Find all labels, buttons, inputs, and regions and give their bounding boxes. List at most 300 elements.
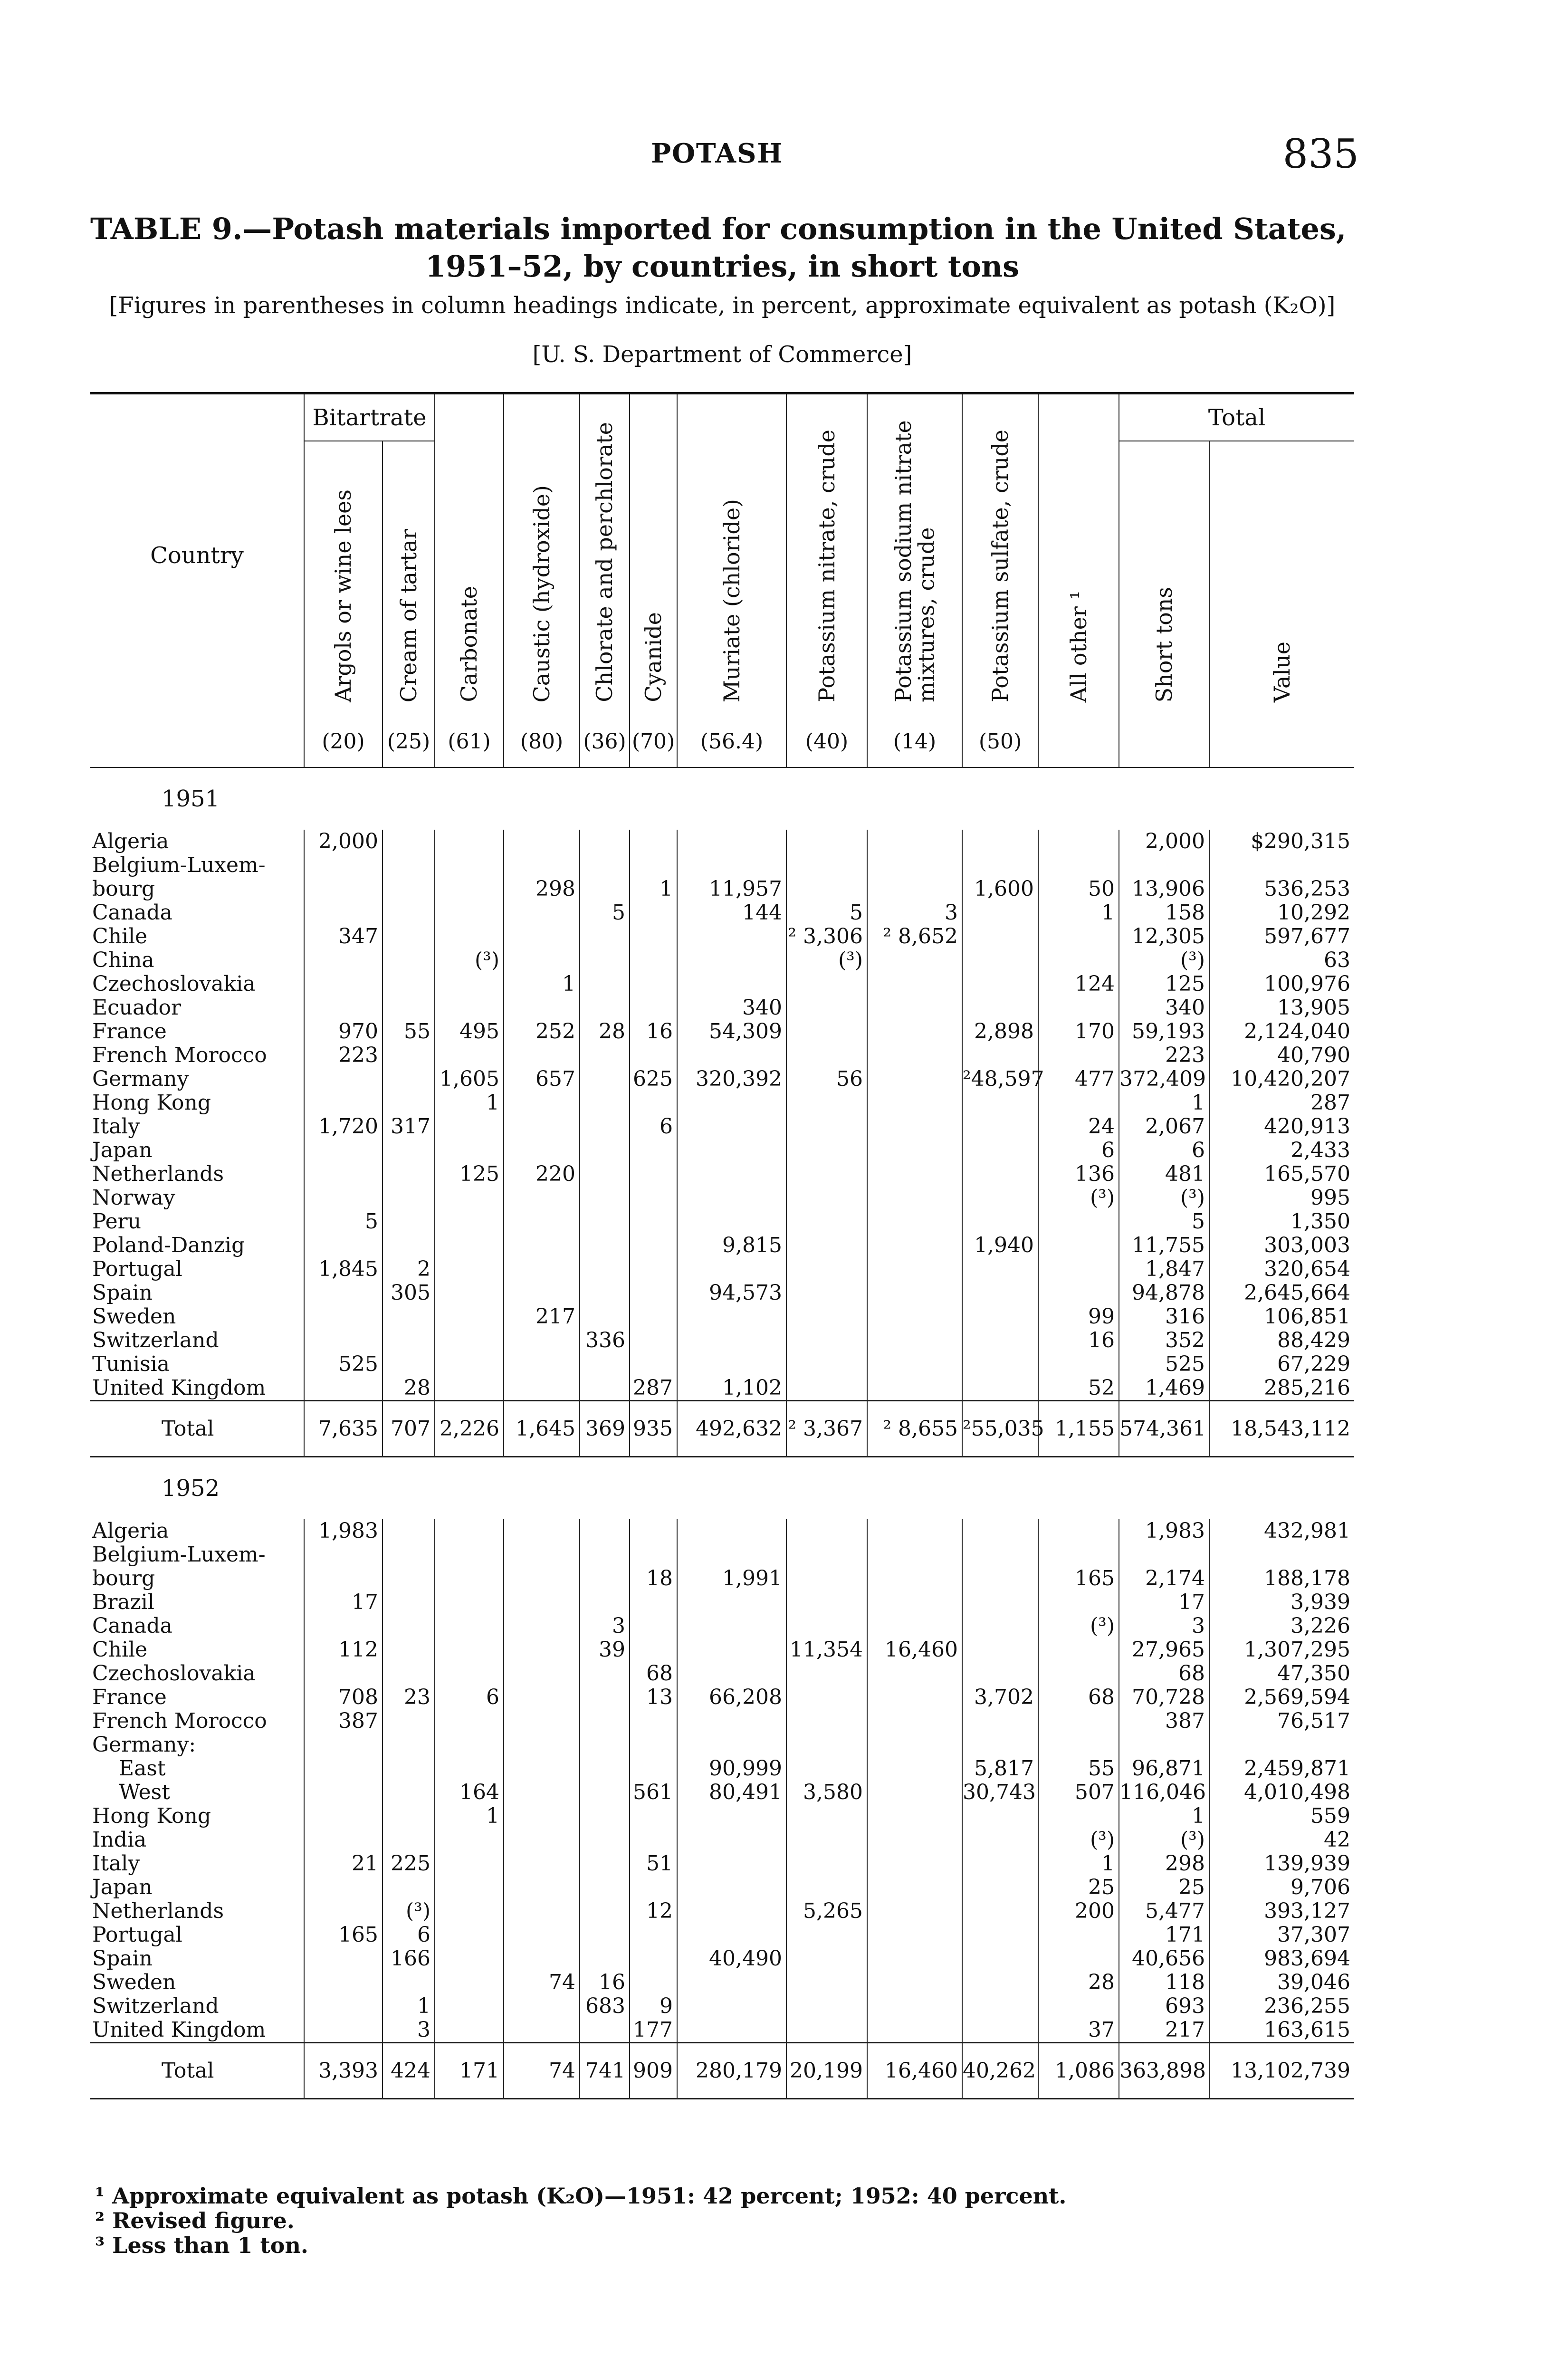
value-cell xyxy=(786,1994,867,2018)
value-cell xyxy=(382,1139,435,1162)
percent-cream-of-tartar: (25) xyxy=(382,716,435,767)
value-cell: 1 xyxy=(1038,1852,1119,1876)
value-cell: 1,350 xyxy=(1209,1210,1354,1234)
value-cell xyxy=(304,1662,382,1686)
total-label: Total xyxy=(90,2043,304,2099)
value-cell xyxy=(304,1067,382,1091)
value-cell xyxy=(580,972,630,996)
value-cell xyxy=(304,1281,382,1305)
value-cell xyxy=(435,1567,504,1590)
value-cell xyxy=(304,853,382,877)
value-cell: 3,226 xyxy=(1209,1614,1354,1638)
value-cell: 1 xyxy=(504,972,580,996)
value-cell: 40,656 xyxy=(1119,1947,1209,1971)
value-cell xyxy=(962,972,1038,996)
value-cell xyxy=(786,1828,867,1852)
value-cell xyxy=(304,972,382,996)
value-cell xyxy=(580,1234,630,1257)
value-cell: 6 xyxy=(382,1923,435,1947)
value-cell xyxy=(677,1733,786,1757)
value-cell xyxy=(630,1876,677,1899)
value-cell xyxy=(867,1543,962,1567)
country-cell: East xyxy=(119,1756,166,1781)
country-cell: Brazil xyxy=(92,1590,154,1614)
value-cell xyxy=(504,925,580,948)
value-cell xyxy=(630,1186,677,1210)
value-cell: 2,067 xyxy=(1119,1115,1209,1139)
value-cell xyxy=(630,830,677,853)
table-row xyxy=(90,1614,1354,1638)
value-cell xyxy=(1038,853,1119,877)
value-cell xyxy=(580,1852,630,1876)
value-cell xyxy=(677,1329,786,1352)
total-cell: 909 xyxy=(630,2043,677,2099)
value-cell: 188,178 xyxy=(1209,1567,1354,1590)
value-cell xyxy=(630,1590,677,1614)
country-cell: Spain xyxy=(92,1281,153,1305)
value-cell xyxy=(1038,1947,1119,1971)
value-cell: 70,728 xyxy=(1119,1686,1209,1709)
value-cell xyxy=(962,1876,1038,1899)
value-cell: 525 xyxy=(1119,1352,1209,1376)
value-cell: 12 xyxy=(630,1899,677,1923)
value-cell: 116,046 xyxy=(1119,1781,1209,1804)
value-cell: 217 xyxy=(504,1305,580,1329)
value-cell xyxy=(1038,1994,1119,2018)
country-cell: United Kingdom xyxy=(92,2018,266,2042)
total-cell: 16,460 xyxy=(867,2043,962,2099)
value-cell xyxy=(867,996,962,1020)
value-cell xyxy=(504,1614,580,1638)
value-cell: 5 xyxy=(580,901,630,925)
footnote-1: ¹ Approximate equivalent as potash (K₂O)—1951: 42 percent; 1952: 40 percent. xyxy=(95,2183,1067,2209)
value-cell xyxy=(867,1091,962,1115)
value-cell xyxy=(435,1352,504,1376)
value-cell xyxy=(786,1257,867,1281)
value-cell xyxy=(1038,1210,1119,1234)
value-cell xyxy=(867,1234,962,1257)
value-cell xyxy=(504,830,580,853)
value-cell xyxy=(304,1733,382,1757)
value-cell xyxy=(867,1733,962,1757)
value-cell: 2,433 xyxy=(1209,1139,1354,1162)
table-row xyxy=(90,1994,1354,2018)
column-chlorate: Chlorate and perchlorate xyxy=(580,393,630,717)
value-cell xyxy=(677,830,786,853)
value-cell: 136 xyxy=(1038,1162,1119,1186)
country-cell: Algeria xyxy=(92,829,169,853)
value-cell xyxy=(304,1305,382,1329)
value-cell xyxy=(382,1733,435,1757)
value-cell xyxy=(504,1781,580,1804)
value-cell xyxy=(962,830,1038,853)
value-cell: 223 xyxy=(304,1044,382,1067)
value-cell xyxy=(1038,1044,1119,1067)
value-cell: 1,940 xyxy=(962,1234,1038,1257)
value-cell: 165 xyxy=(304,1923,382,1947)
value-cell xyxy=(382,1044,435,1067)
country-cell: bourg xyxy=(92,877,155,901)
total-row xyxy=(90,1401,1354,1457)
value-cell xyxy=(435,1638,504,1662)
value-cell xyxy=(962,996,1038,1020)
value-cell xyxy=(304,1614,382,1638)
value-cell: 99 xyxy=(1038,1305,1119,1329)
table-row xyxy=(90,1781,1354,1804)
value-cell: 1 xyxy=(382,1994,435,2018)
value-cell: 220 xyxy=(504,1162,580,1186)
value-cell: 28 xyxy=(580,1020,630,1044)
table-row xyxy=(90,2018,1354,2043)
value-cell: 163,615 xyxy=(1209,2018,1354,2043)
value-cell: 393,127 xyxy=(1209,1899,1354,1923)
value-cell: ² 8,652 xyxy=(867,925,962,948)
value-cell xyxy=(867,1876,962,1899)
value-cell: 236,255 xyxy=(1209,1994,1354,2018)
value-cell: 225 xyxy=(382,1852,435,1876)
country-cell: Hong Kong xyxy=(92,1091,211,1115)
value-cell xyxy=(304,1162,382,1186)
total-cell: 424 xyxy=(382,2043,435,2099)
value-cell xyxy=(962,1281,1038,1305)
total-cell: 1,645 xyxy=(504,1401,580,1457)
value-cell: (³) xyxy=(1119,948,1209,972)
total-cell: 492,632 xyxy=(677,1401,786,1457)
value-cell xyxy=(1119,853,1209,877)
country-cell: Portugal xyxy=(92,1257,182,1281)
value-cell xyxy=(382,830,435,853)
value-cell xyxy=(435,1186,504,1210)
table-row xyxy=(90,1804,1354,1828)
value-cell xyxy=(630,1733,677,1757)
country-cell: Hong Kong xyxy=(92,1804,211,1828)
value-cell: 28 xyxy=(382,1376,435,1401)
percent-carbonate: (61) xyxy=(435,716,504,767)
value-cell xyxy=(962,1376,1038,1401)
value-cell: 6 xyxy=(1119,1139,1209,1162)
value-cell: 5 xyxy=(304,1210,382,1234)
column-cream-of-tartar: Cream of tartar xyxy=(382,441,435,716)
value-cell xyxy=(786,1186,867,1210)
percent-potassium-nitrate: (40) xyxy=(786,716,867,767)
value-cell: 1 xyxy=(1119,1804,1209,1828)
column-group-total: Total xyxy=(1119,393,1354,441)
country-cell: Switzerland xyxy=(92,1328,219,1352)
country-cell: Italy xyxy=(92,1851,140,1876)
value-cell: 30,743 xyxy=(962,1781,1038,1804)
value-cell xyxy=(786,1020,867,1044)
value-cell: 9,706 xyxy=(1209,1876,1354,1899)
value-cell xyxy=(786,1519,867,1543)
total-cell: 574,361 xyxy=(1119,1401,1209,1457)
value-cell xyxy=(580,1590,630,1614)
value-cell xyxy=(786,1567,867,1590)
value-cell: 158 xyxy=(1119,901,1209,925)
country-cell: Czechoslovakia xyxy=(92,972,256,996)
value-cell xyxy=(435,1828,504,1852)
value-cell xyxy=(304,1329,382,1352)
value-cell xyxy=(304,2018,382,2043)
value-cell: 11,957 xyxy=(677,877,786,901)
total-cell: 1,086 xyxy=(1038,2043,1119,2099)
table-body xyxy=(90,767,1354,2099)
value-cell xyxy=(382,1804,435,1828)
value-cell xyxy=(580,877,630,901)
table-row xyxy=(90,1329,1354,1352)
value-cell xyxy=(630,1329,677,1352)
value-cell: 13,906 xyxy=(1119,877,1209,901)
value-cell xyxy=(435,925,504,948)
value-cell xyxy=(1038,1519,1119,1543)
country-cell: Tunisia xyxy=(92,1352,170,1376)
value-cell xyxy=(962,1305,1038,1329)
value-cell xyxy=(504,1923,580,1947)
value-cell: 112 xyxy=(304,1638,382,1662)
value-cell: 18 xyxy=(630,1567,677,1590)
running-title: POTASH xyxy=(651,138,784,169)
value-cell xyxy=(1038,830,1119,853)
value-cell xyxy=(504,901,580,925)
value-cell xyxy=(867,1020,962,1044)
value-cell xyxy=(435,972,504,996)
value-cell: 16 xyxy=(1038,1329,1119,1352)
value-cell xyxy=(867,1994,962,2018)
value-cell: 88,429 xyxy=(1209,1329,1354,1352)
value-cell xyxy=(630,1139,677,1162)
value-cell: 3,580 xyxy=(786,1781,867,1804)
value-cell xyxy=(677,1662,786,1686)
value-cell xyxy=(630,1543,677,1567)
country-cell: France xyxy=(92,1019,167,1044)
value-cell: 11,354 xyxy=(786,1638,867,1662)
value-cell xyxy=(504,1044,580,1067)
value-cell xyxy=(435,1044,504,1067)
column-all-other: All other ¹ xyxy=(1038,393,1119,717)
value-cell xyxy=(580,1186,630,1210)
value-cell xyxy=(630,1971,677,1994)
value-cell: 3,939 xyxy=(1209,1590,1354,1614)
value-cell xyxy=(580,948,630,972)
value-cell xyxy=(962,1923,1038,1947)
value-cell xyxy=(786,2018,867,2043)
value-cell xyxy=(867,1329,962,1352)
value-cell xyxy=(304,1781,382,1804)
value-cell: 597,677 xyxy=(1209,925,1354,948)
value-cell xyxy=(630,1044,677,1067)
footnote-2: ² Revised figure. xyxy=(95,2208,295,2233)
value-cell: 2,898 xyxy=(962,1020,1038,1044)
value-cell xyxy=(504,1186,580,1210)
value-cell xyxy=(962,1638,1038,1662)
value-cell: (³) xyxy=(786,948,867,972)
value-cell: 1,845 xyxy=(304,1257,382,1281)
value-cell xyxy=(867,972,962,996)
value-cell xyxy=(382,925,435,948)
value-cell xyxy=(1038,1804,1119,1828)
value-cell xyxy=(1038,948,1119,972)
table-row xyxy=(90,1115,1354,1139)
value-cell: 13 xyxy=(630,1686,677,1709)
value-cell: 683 xyxy=(580,1994,630,2018)
value-cell: 55 xyxy=(382,1020,435,1044)
footnote-3: ³ Less than 1 ton. xyxy=(95,2232,308,2258)
value-cell: ² 3,306 xyxy=(786,925,867,948)
value-cell xyxy=(382,1519,435,1543)
value-cell xyxy=(304,1567,382,1590)
table-row xyxy=(90,1947,1354,1971)
value-cell xyxy=(867,1519,962,1543)
value-cell xyxy=(962,1662,1038,1686)
value-cell xyxy=(1038,1352,1119,1376)
table-row xyxy=(90,853,1354,877)
value-cell xyxy=(304,1543,382,1567)
value-cell: 2,645,664 xyxy=(1209,1281,1354,1305)
value-cell xyxy=(580,1899,630,1923)
value-cell xyxy=(382,1757,435,1781)
value-cell xyxy=(580,1828,630,1852)
value-cell: 50 xyxy=(1038,877,1119,901)
value-cell xyxy=(382,1828,435,1852)
value-cell xyxy=(962,1519,1038,1543)
value-cell xyxy=(304,877,382,901)
total-row xyxy=(90,2043,1354,2099)
value-cell: 66,208 xyxy=(677,1686,786,1709)
country-cell: Switzerland xyxy=(92,1994,219,2018)
value-cell: (³) xyxy=(1119,1828,1209,1852)
value-cell xyxy=(382,1662,435,1686)
table-row xyxy=(90,1590,1354,1614)
country-cell: Italy xyxy=(92,1114,140,1139)
value-cell: 1,469 xyxy=(1119,1376,1209,1401)
value-cell: 51 xyxy=(630,1852,677,1876)
value-cell xyxy=(504,1234,580,1257)
value-cell xyxy=(504,1567,580,1590)
value-cell xyxy=(962,1709,1038,1733)
table-row xyxy=(90,1662,1354,1686)
column-group-bitartrate: Bitartrate xyxy=(304,393,435,441)
value-cell: 305 xyxy=(382,1281,435,1305)
value-cell xyxy=(304,1376,382,1401)
value-cell xyxy=(677,1614,786,1638)
value-cell: 708 xyxy=(304,1686,382,1709)
value-cell: 2,174 xyxy=(1119,1567,1209,1590)
value-cell xyxy=(304,1804,382,1828)
value-cell xyxy=(630,948,677,972)
value-cell xyxy=(504,1709,580,1733)
value-cell xyxy=(786,1804,867,1828)
value-cell: 40,790 xyxy=(1209,1044,1354,1067)
year-row xyxy=(90,767,1354,830)
total-cell: ²55,035 xyxy=(962,1401,1038,1457)
country-cell: Belgium-Luxem- xyxy=(92,1542,266,1567)
value-cell xyxy=(867,1781,962,1804)
value-cell xyxy=(786,1352,867,1376)
value-cell xyxy=(1209,1543,1354,1567)
value-cell xyxy=(580,1210,630,1234)
value-cell: 16,460 xyxy=(867,1638,962,1662)
value-cell: 287 xyxy=(1209,1091,1354,1115)
value-cell: 507 xyxy=(1038,1781,1119,1804)
page-number: 835 xyxy=(1282,131,1359,177)
value-cell: 67,229 xyxy=(1209,1352,1354,1376)
value-cell xyxy=(677,925,786,948)
value-cell xyxy=(304,1994,382,2018)
table-row xyxy=(90,996,1354,1020)
value-cell xyxy=(382,1876,435,1899)
value-cell xyxy=(962,1186,1038,1210)
value-cell: 1,991 xyxy=(677,1567,786,1590)
value-cell xyxy=(435,1329,504,1352)
value-cell xyxy=(435,1947,504,1971)
value-cell xyxy=(630,1210,677,1234)
value-cell: 94,878 xyxy=(1119,1281,1209,1305)
table-row xyxy=(90,1876,1354,1899)
country-cell: Germany: xyxy=(92,1733,196,1757)
column-carbonate: Carbonate xyxy=(435,393,504,717)
table-row xyxy=(90,1210,1354,1234)
value-cell: 1 xyxy=(435,1804,504,1828)
value-cell: 4,010,498 xyxy=(1209,1781,1354,1804)
value-cell xyxy=(630,853,677,877)
value-cell: 3 xyxy=(1119,1614,1209,1638)
value-cell xyxy=(1038,1590,1119,1614)
value-cell xyxy=(504,1590,580,1614)
value-cell: 481 xyxy=(1119,1162,1209,1186)
value-cell xyxy=(504,1210,580,1234)
table-row xyxy=(90,877,1354,901)
value-cell xyxy=(867,1662,962,1686)
value-cell xyxy=(677,1543,786,1567)
value-cell xyxy=(962,1614,1038,1638)
column-value: Value xyxy=(1209,441,1354,716)
table-row xyxy=(90,1852,1354,1876)
value-cell xyxy=(580,1162,630,1186)
value-cell xyxy=(435,1614,504,1638)
value-cell xyxy=(630,1162,677,1186)
value-cell xyxy=(962,1543,1038,1567)
total-cell: 369 xyxy=(580,1401,630,1457)
value-cell xyxy=(304,1947,382,1971)
total-cell: 280,179 xyxy=(677,2043,786,2099)
value-cell xyxy=(786,830,867,853)
value-cell xyxy=(580,1876,630,1899)
value-cell xyxy=(435,2018,504,2043)
value-cell: 320,654 xyxy=(1209,1257,1354,1281)
country-cell: India xyxy=(92,1828,147,1852)
value-cell xyxy=(867,1923,962,1947)
value-cell xyxy=(1038,1733,1119,1757)
value-cell: 387 xyxy=(1119,1709,1209,1733)
value-cell: 2,569,594 xyxy=(1209,1686,1354,1709)
total-cell: 363,898 xyxy=(1119,2043,1209,2099)
value-cell: 27,965 xyxy=(1119,1638,1209,1662)
value-cell xyxy=(580,1139,630,1162)
value-cell xyxy=(677,1115,786,1139)
value-cell: 100,976 xyxy=(1209,972,1354,996)
value-cell xyxy=(962,1091,1038,1115)
imports-table xyxy=(90,392,1354,2099)
value-cell xyxy=(504,1899,580,1923)
value-cell xyxy=(435,1899,504,1923)
value-cell xyxy=(677,1519,786,1543)
value-cell: 6 xyxy=(435,1686,504,1709)
percent-argols: (20) xyxy=(304,716,382,767)
value-cell xyxy=(504,1947,580,1971)
value-cell xyxy=(962,1329,1038,1352)
value-cell xyxy=(435,1543,504,1567)
value-cell xyxy=(580,1804,630,1828)
value-cell xyxy=(962,1162,1038,1186)
